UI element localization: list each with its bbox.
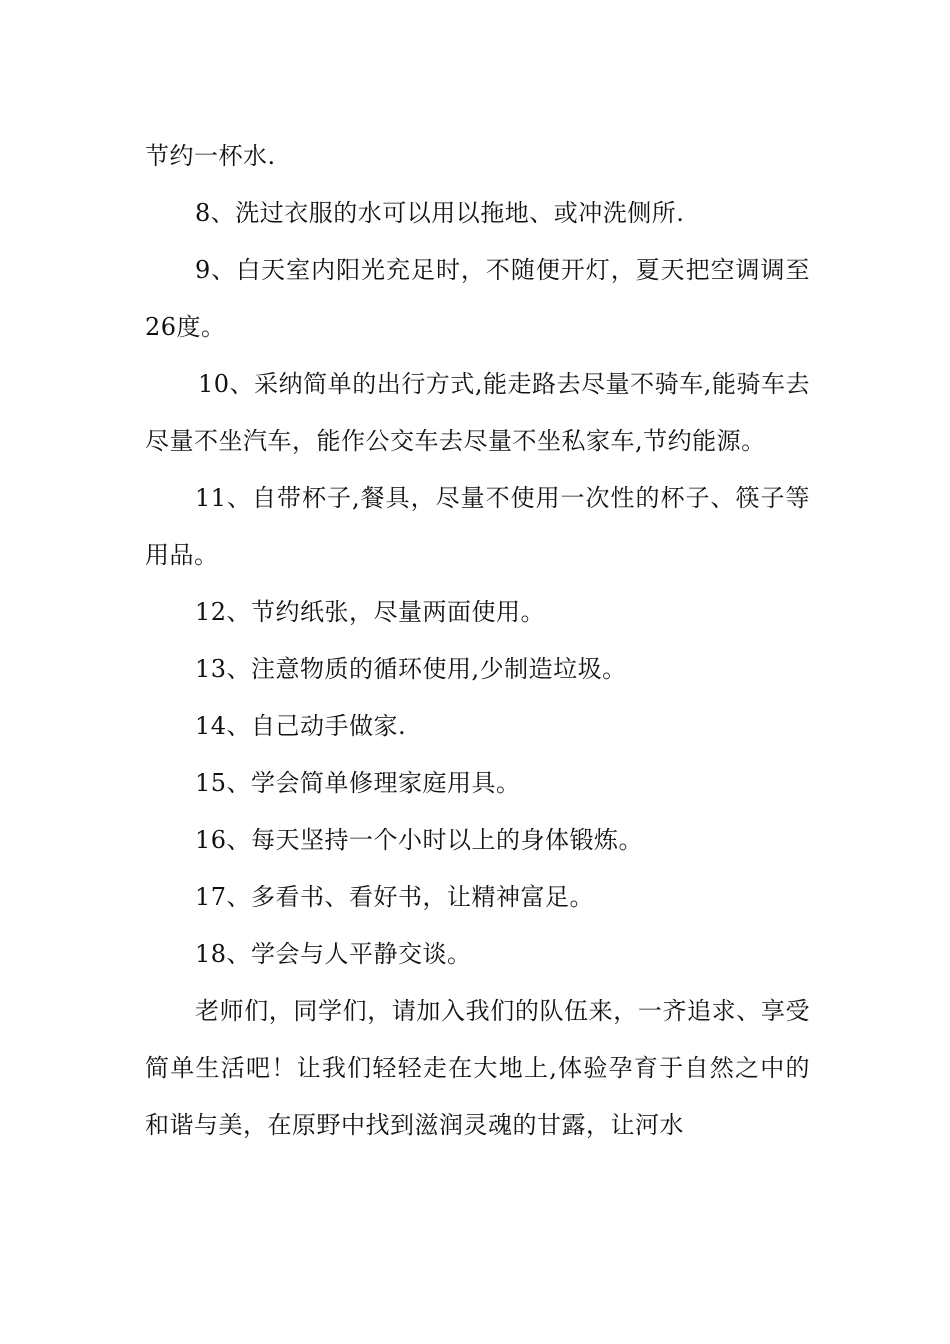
document-body <box>145 128 810 1154</box>
list-item-16: 16、每天坚持一个小时以上的身体锻炼。 <box>195 826 644 854</box>
list-item-15: 15、学会简单修理家庭用具。 <box>195 769 521 797</box>
list-item-14: 14、自己动手做家. <box>195 712 407 740</box>
list-item-17: 17、多看书、看好书，让精神富足。 <box>195 883 595 911</box>
list-item-18: 18、学会与人平静交谈。 <box>195 940 472 968</box>
list-item-9: 9、白天室内阳光充足时，不随便开灯，夏天把空调调至26度。 <box>145 256 810 341</box>
list-item-12: 12、节约纸张，尽量两面使用。 <box>195 598 546 626</box>
list-item-13: 13、注意物质的循环使用,少制造垃圾。 <box>195 655 627 683</box>
closing-paragraph: 老师们，同学们，请加入我们的队伍来，一齐追求、享受简单生活吧！让我们轻轻走在大地上,体验孕育于自然之中的和谐与美，在原野中找到滋润灵魂的甘露，让河水 <box>145 997 810 1139</box>
paragraph-continuation: 节约一杯水. <box>145 142 276 170</box>
list-item-11: 11、自带杯子,餐具，尽量不使用一次性的杯子、筷子等用品。 <box>145 484 810 569</box>
list-item-10: 10、采纳简单的出行方式,能走路去尽量不骑车,能骑车去尽量不坐汽车，能作公交车去尽量不坐私家车,节约能源。 <box>145 370 810 455</box>
list-item-8: 8、洗过衣服的水可以用以拖地、或冲洗侧所. <box>195 199 685 227</box>
